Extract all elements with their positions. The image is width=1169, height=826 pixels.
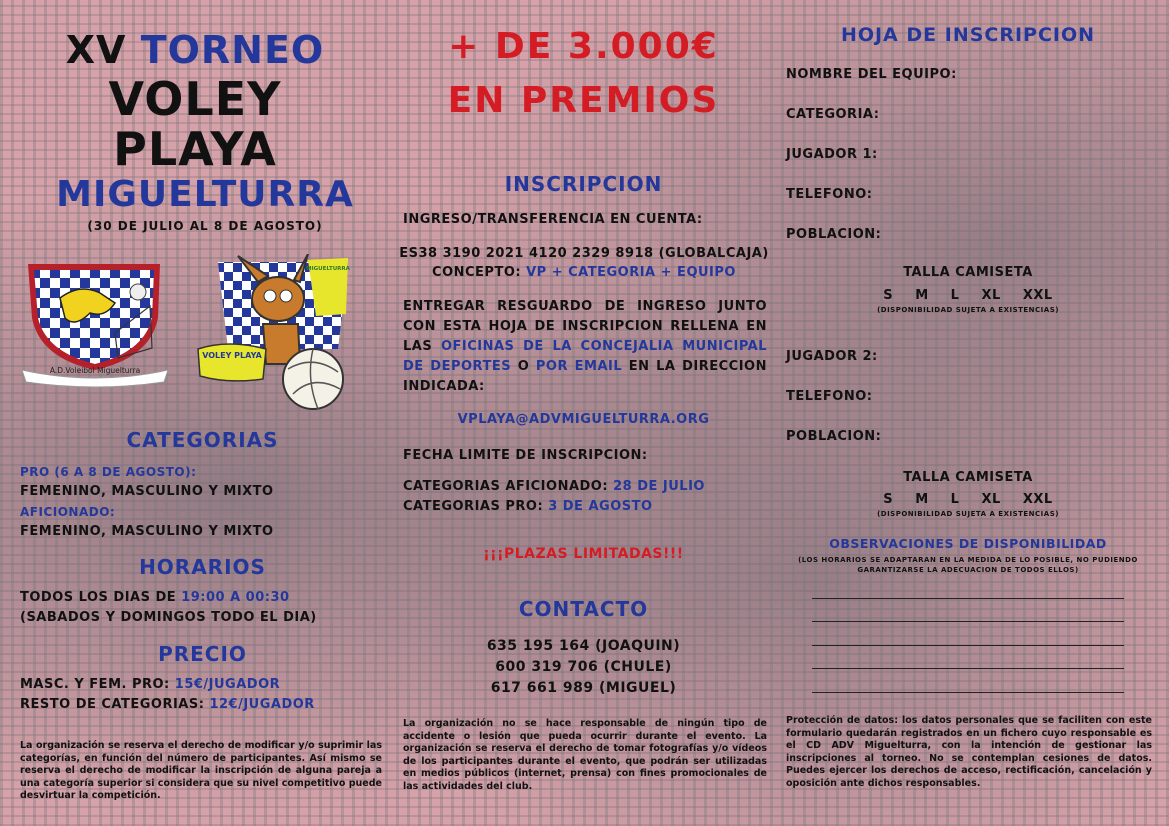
horarios-prefix: TODOS LOS DIAS DE bbox=[20, 590, 182, 605]
cat-pro-value: FEMENINO, MASCULINO Y MIXTO bbox=[20, 484, 274, 499]
obs-line-2[interactable] bbox=[812, 621, 1124, 622]
obs-note-2: GARANTIZARSE LA ADECUACION DE TODOS ELLOS) bbox=[857, 566, 1079, 574]
obs-line-4[interactable] bbox=[812, 668, 1124, 669]
horarios-text bbox=[20, 588, 390, 628]
entregar-3: O bbox=[511, 359, 536, 374]
precio-pro-value: 15€/JUGADOR bbox=[174, 677, 281, 692]
obs-heading: OBSERVACIONES DE DISPONIBILIDAD bbox=[829, 536, 1107, 551]
af-date: 28 DE JULIO bbox=[613, 479, 705, 494]
categorias-heading: CATEGORIAS bbox=[126, 428, 279, 452]
obs-line-1[interactable] bbox=[812, 598, 1124, 599]
contacto-heading: CONTACTO bbox=[518, 597, 649, 621]
mascot-logo bbox=[188, 254, 358, 414]
sizes-2: S M L XL XXL bbox=[883, 492, 1053, 507]
obs-note bbox=[777, 555, 1159, 575]
horarios-heading: HORARIOS bbox=[139, 555, 266, 579]
pro-date: 3 DE AGOSTO bbox=[548, 499, 653, 514]
club-crest-logo bbox=[20, 258, 170, 388]
inscripcion-heading: INSCRIPCION bbox=[504, 172, 663, 196]
phone-joaquin: 635 195 164 (JOAQUIN) bbox=[486, 638, 681, 654]
concepto-value: VP + CATEGORIA + EQUIPO bbox=[526, 265, 736, 280]
mascot-text: VOLEY PLAYA bbox=[202, 351, 262, 360]
horarios-time: 19:00 A 00:30 bbox=[181, 590, 290, 605]
categorias-list bbox=[20, 462, 380, 542]
field-telefono-1: TELEFONO: bbox=[786, 187, 873, 202]
entregar-1: ENTREGAR RESGUARDO DE INGRESO JUNTO CON ESTA HOJA DE INSCRIPCION RELLENA EN LAS bbox=[403, 299, 767, 354]
ingreso-label: INGRESO/TRANSFERENCIA EN CUENTA: bbox=[403, 212, 703, 227]
precio-text bbox=[20, 675, 390, 715]
prize-line-2: EN PREMIOS bbox=[447, 80, 720, 121]
middle-disclaimer: La organización no se hace responsable de ningún tipo de accidente o lesión que pueda ocurrir durante el evento. La organización se reserva el derecho de tomar fotografías y/o vídeos de los participantes durante el evento, que podrán ser utilizadas en medios públicos (internet, prensa) con fines promocionales de las actividades del club. bbox=[403, 718, 767, 792]
crest-label: A.D.Voleibol Miguelturra bbox=[49, 366, 141, 375]
field-poblacion-2: POBLACION: bbox=[786, 429, 882, 444]
fechas-list bbox=[403, 477, 765, 517]
title-xv: XV bbox=[65, 28, 127, 72]
phone-chule: 600 319 706 (CHULE) bbox=[495, 659, 672, 675]
cat-af-label: AFICIONADO: bbox=[20, 505, 116, 519]
obs-line-3[interactable] bbox=[812, 645, 1124, 646]
precio-pro-label: MASC. Y FEM. PRO: bbox=[20, 677, 175, 692]
precio-heading: PRECIO bbox=[158, 642, 247, 666]
entregar-text bbox=[403, 297, 767, 397]
cat-pro-label: PRO (6 A 8 DE AGOSTO): bbox=[20, 465, 197, 479]
left-disclaimer: La organización se reserva el derecho de modificar y/o suprimir las categorías, en función del número de participantes. Así mismo se reserva el derecho de modificar la inscripción de alguna pareja a una categoría superior si considera que su nivel competitivo puede desvirtuar la competición. bbox=[20, 740, 382, 801]
email-link[interactable]: VPLAYA@ADVMIGUELTURRA.ORG bbox=[457, 412, 710, 427]
horarios-weekend: (SABADOS Y DOMINGOS TODO EL DIA) bbox=[20, 610, 317, 625]
field-nombre-equipo: NOMBRE DEL EQUIPO: bbox=[786, 67, 957, 82]
middle-panel bbox=[390, 0, 777, 826]
title-torneo: TORNEO bbox=[140, 28, 325, 72]
phone-list bbox=[390, 636, 777, 699]
field-categoria: CATEGORIA: bbox=[786, 107, 880, 122]
disp-note-2: (DISPONIBILIDAD SUJETA A EXISTENCIAS) bbox=[877, 510, 1059, 518]
phone-miguel: 617 661 989 (MIGUEL) bbox=[490, 680, 677, 696]
talla-label-1: TALLA CAMISETA bbox=[903, 265, 1033, 280]
precio-resto-value: 12€/JUGADOR bbox=[209, 697, 315, 712]
iban: ES38 3190 2021 4120 2329 8918 (GLOBALCAJA) bbox=[399, 246, 769, 261]
mascot-banner: MIGUELTURRA bbox=[306, 266, 350, 272]
entregar-offices: OFICINAS DE LA CONCEJALIA MUNICIPAL DE DEPORTES bbox=[403, 339, 768, 374]
concepto-line bbox=[395, 263, 773, 283]
field-jugador-2: JUGADOR 2: bbox=[786, 349, 878, 364]
form-heading: HOJA DE INSCRIPCION bbox=[840, 24, 1096, 46]
plazas-limitadas: ¡¡¡PLAZAS LIMITADAS!!! bbox=[483, 546, 684, 562]
prize-line-1: + DE 3.000€ bbox=[448, 26, 719, 67]
privacy-notice: Protección de datos: los datos personales que se faciliten con este formulario quedarán registrados en un fichero cuyo responsable es el CD ADV Miguelturra, con la intención de gestionar las inscripciones al torneo. No se contemplan cesiones de datos. Puedes ejercer los derechos de acceso, rectificación, cancelación y oposición ante dichos responsables. bbox=[786, 715, 1152, 789]
field-telefono-2: TELEFONO: bbox=[786, 389, 873, 404]
obs-note-1: (LOS HORARIOS SE ADAPTARAN EN LA MEDIDA DE LO POSIBLE, NO PUDIENDO bbox=[798, 556, 1138, 564]
disp-note-1: (DISPONIBILIDAD SUJETA A EXISTENCIAS) bbox=[877, 306, 1059, 314]
title-voley: VOLEY bbox=[108, 72, 282, 126]
field-poblacion-1: POBLACION: bbox=[786, 227, 882, 242]
fecha-limite: FECHA LIMITE DE INSCRIPCION: bbox=[403, 448, 648, 463]
event-dates: (30 DE JULIO AL 8 DE AGOSTO) bbox=[87, 219, 323, 233]
title-town: MIGUELTURRA bbox=[56, 174, 354, 215]
pro-label: CATEGORIAS PRO: bbox=[403, 499, 549, 514]
title-playa: PLAYA bbox=[113, 122, 277, 176]
precio-resto-label: RESTO DE CATEGORIAS: bbox=[20, 697, 210, 712]
field-jugador-1: JUGADOR 1: bbox=[786, 147, 878, 162]
sizes-1: S M L XL XXL bbox=[883, 288, 1053, 303]
concepto-label: CONCEPTO: bbox=[432, 265, 527, 280]
talla-label-2: TALLA CAMISETA bbox=[903, 470, 1033, 485]
entregar-email: POR EMAIL bbox=[535, 359, 623, 374]
af-label: CATEGORIAS AFICIONADO: bbox=[403, 479, 614, 494]
left-panel bbox=[0, 0, 390, 826]
entregar-5: EN LA DIRECCION INDICADA: bbox=[403, 359, 767, 394]
right-panel bbox=[777, 0, 1169, 826]
title-line-1 bbox=[0, 28, 390, 72]
obs-line-5[interactable] bbox=[812, 692, 1124, 693]
cat-af-value: FEMENINO, MASCULINO Y MIXTO bbox=[20, 524, 274, 539]
